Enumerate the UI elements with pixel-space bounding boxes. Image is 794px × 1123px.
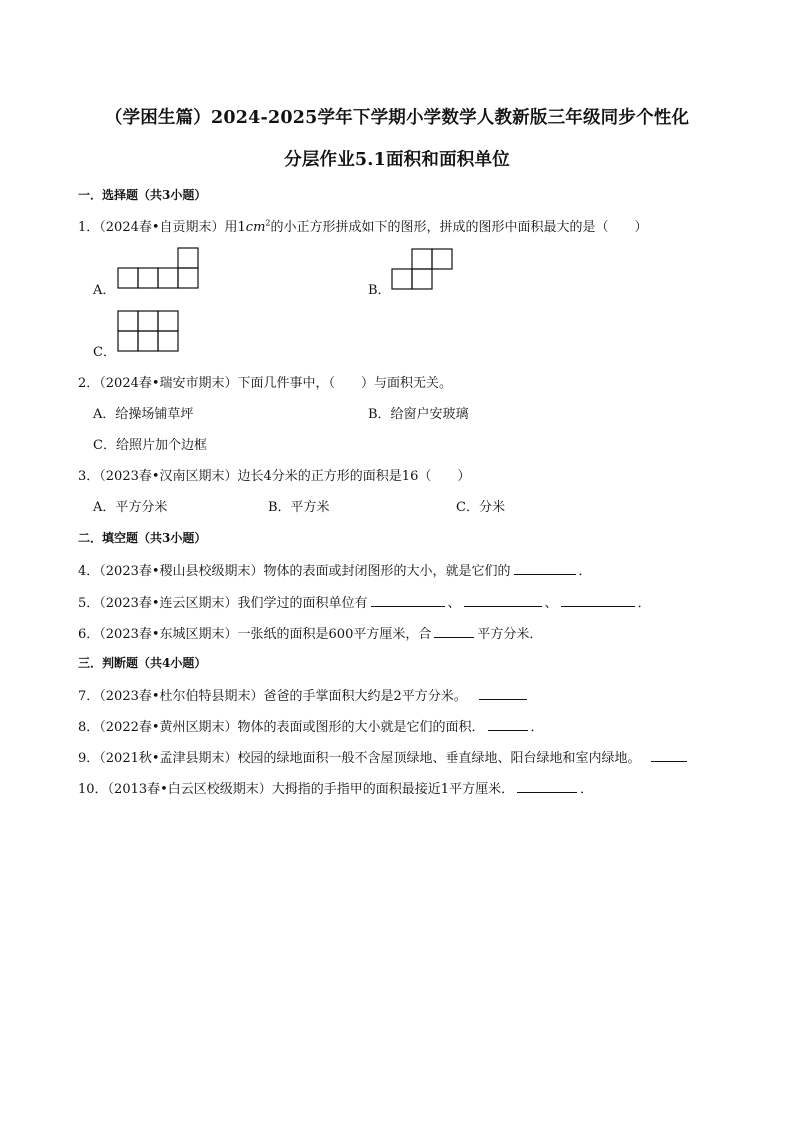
question-6-after: 平方分米．: [477, 627, 543, 642]
answer-blank[interactable]: [479, 687, 527, 700]
question-2: 2．（2024春•瑞安市期末）下面几件事中，（ ）与面积无关。: [78, 376, 453, 391]
question-8-end: ．: [530, 720, 544, 735]
q1-option-c[interactable]: C．: [93, 345, 116, 360]
question-1: [78, 216, 648, 235]
section-choice-heading: 一．选择题（共3小题）: [78, 188, 207, 202]
answer-blank-3[interactable]: [561, 594, 635, 607]
answer-blank[interactable]: [517, 780, 577, 793]
question-4: [78, 560, 592, 579]
question-6-text: 6．（2023春•东城区期末）一张纸的面积是600平方厘米，合: [78, 627, 432, 642]
answer-blank[interactable]: [514, 562, 576, 575]
page-title: （学困生篇）2024-2025学年下学期小学数学人教新版三年级同步个性化: [104, 108, 690, 128]
q1-figure-c: [117, 310, 181, 354]
question-7-text: 7．（2023春•杜尔伯特县期末）爸爸的手掌面积大约是2平方分米。: [78, 689, 467, 704]
separator: 、: [447, 596, 461, 611]
question-5-text: 5．（2023春•连云区期末）我们学过的面积单位有: [78, 596, 368, 611]
answer-blank-2[interactable]: [464, 594, 542, 607]
question-5: [78, 592, 651, 611]
question-10-text: 10．（2013春•白云区校级期末）大拇指的手指甲的面积最接近1平方厘米．: [78, 782, 515, 797]
q3-option-a[interactable]: A．平方分米: [93, 500, 168, 515]
q2-option-c[interactable]: C．给照片加个边框: [93, 438, 207, 453]
section-fill-heading: 二．填空题（共3小题）: [78, 531, 207, 545]
question-6: [78, 623, 542, 642]
question-1-prefix: 1．（2024春•自贡期末）用1: [78, 220, 246, 235]
unit-cm: cm: [245, 220, 266, 235]
answer-blank[interactable]: [651, 749, 687, 762]
q3-option-b[interactable]: B．平方米: [268, 500, 330, 515]
question-8: [78, 716, 544, 735]
question-10-end: ．: [580, 782, 594, 797]
q2-option-a[interactable]: A．给操场铺草坪: [93, 407, 194, 422]
separator: 、: [544, 596, 558, 611]
question-9-text: 9．（2021秋•孟津县期末）校园的绿地面积一般不含屋顶绿地、垂直绿地、阳台绿地和室内绿地。: [78, 751, 641, 766]
question-7: [78, 685, 530, 704]
question-3: 3．（2023春•汉南区期末）边长4分米的正方形的面积是16（ ）: [78, 469, 471, 484]
answer-blank-1[interactable]: [371, 594, 445, 607]
question-4-text: 4．（2023春•稷山县校级期末）物体的表面或封闭图形的大小，就是它们的: [78, 564, 511, 579]
answer-blank[interactable]: [434, 625, 474, 638]
answer-blank[interactable]: [488, 718, 528, 731]
question-8-text: 8．（2022春•黄州区期末）物体的表面或图形的大小就是它们的面积．: [78, 720, 485, 735]
q1-figure-b: [391, 248, 455, 290]
section-judge-heading: 三．判断题（共4小题）: [78, 656, 207, 670]
q1-option-b[interactable]: B．: [368, 283, 391, 298]
q3-option-c[interactable]: C．分米: [456, 500, 505, 515]
unit-exponent: 2: [265, 218, 271, 228]
q2-option-b[interactable]: B．给窗户安玻璃: [368, 407, 469, 422]
page-subtitle: 分层作业5.1面积和面积单位: [284, 150, 510, 170]
question-4-end: ．: [578, 564, 592, 579]
question-5-end: ．: [637, 596, 651, 611]
question-1-suffix: 的小正方形拼成如下的图形，拼成的图形中面积最大的是（ ）: [270, 220, 648, 235]
question-10: [78, 778, 593, 797]
q1-figure-a: [117, 247, 201, 289]
question-9: [78, 747, 690, 766]
q1-option-a[interactable]: A．: [93, 283, 116, 298]
